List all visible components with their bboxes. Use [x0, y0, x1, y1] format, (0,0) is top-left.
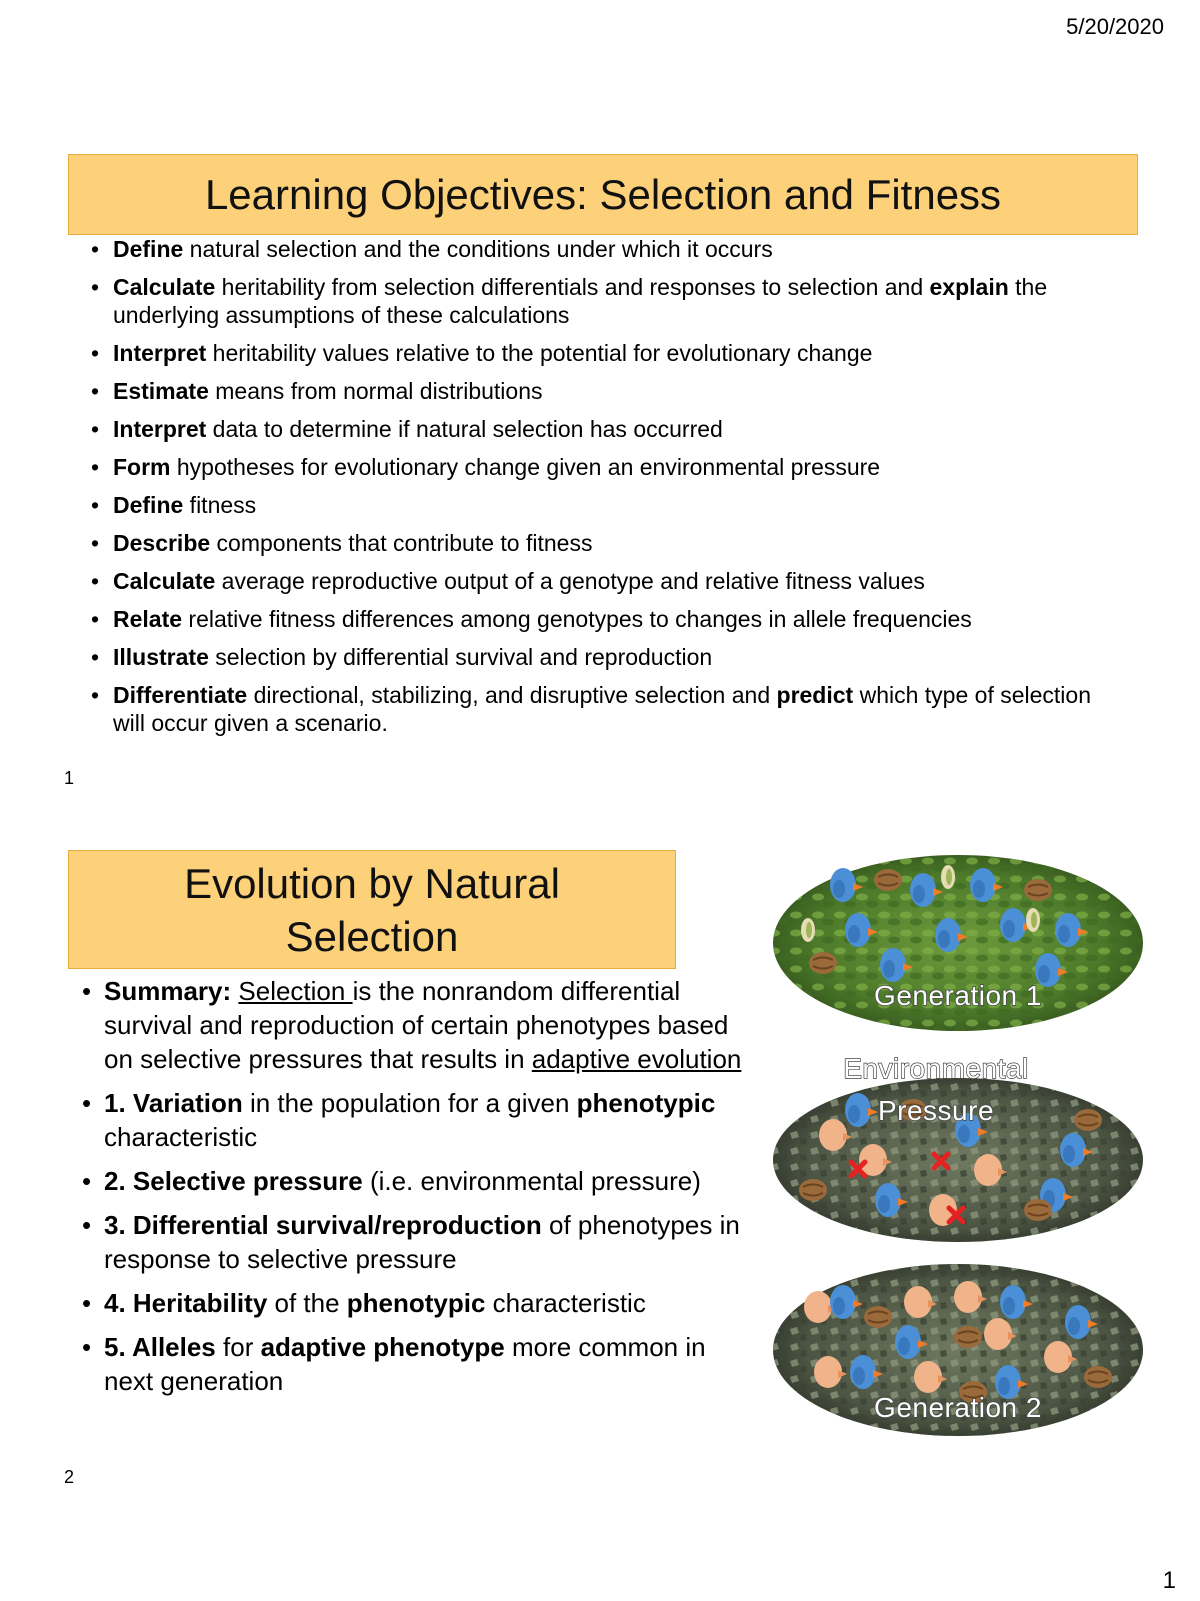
slide-number: 2 [64, 1467, 75, 1487]
list-item: • 1. Variation in the population for a given phenotypic characteristic [104, 1086, 754, 1154]
learning-objectives-list [113, 235, 1113, 747]
slide-number: 1 [64, 768, 75, 788]
list-item: • Interpret heritability values relative to the potential for evolutionary change [113, 339, 1113, 367]
list-item: • Calculate heritability from selection differentials and responses to selection and explain the underlying assumptions of these calculations [113, 273, 1113, 329]
list-item: • Illustrate selection by differential survival and reproduction [113, 643, 1113, 671]
generation-2-label: Generation 2 [874, 1392, 1042, 1423]
environmental-label: Environmental [843, 1053, 1029, 1084]
list-item: • 5. Alleles for adaptive phenotype more common in next generation [104, 1330, 754, 1398]
slide2-title: Evolution by Natural Selection [68, 850, 676, 969]
list-item: • 3. Differential survival/reproduction of phenotypes in response to selective pressure [104, 1208, 754, 1276]
list-item: • Interpret data to determine if natural selection has occurred [113, 415, 1113, 443]
generation-1-label: Generation 1 [874, 980, 1042, 1011]
list-item: • Relate relative fitness differences among genotypes to changes in allele frequencies [113, 605, 1113, 633]
list-item: • Differentiate directional, stabilizing, and disruptive selection and predict which type of selection will occur given a scenario. [113, 681, 1113, 737]
natural-selection-list [104, 974, 754, 1408]
list-item: • 2. Selective pressure (i.e. environmental pressure) [104, 1164, 754, 1198]
generation-2-scene [768, 1262, 1148, 1442]
list-item: • 4. Heritability of the phenotypic characteristic [104, 1286, 754, 1320]
list-item: • Calculate average reproductive output of a genotype and relative fitness values [113, 567, 1113, 595]
list-item: • Define fitness [113, 491, 1113, 519]
environmental-pressure-scene [768, 1050, 1148, 1245]
list-item: • Define natural selection and the conditions under which it occurs [113, 235, 1113, 263]
list-item: • Form hypotheses for evolutionary change given an environmental pressure [113, 453, 1113, 481]
slide1-title: Learning Objectives: Selection and Fitness [68, 154, 1138, 235]
print-date: 5/20/2020 [1066, 14, 1164, 39]
page-number: 1 [1162, 1567, 1176, 1594]
list-item: • Summary: Selection is the nonrandom differential survival and reproduction of certain phenotypes based on selective pressures that results in adaptive evolution [104, 974, 754, 1076]
pressure-label: Pressure [877, 1095, 995, 1126]
list-item: • Estimate means from normal distributions [113, 377, 1113, 405]
generation-1-scene [768, 855, 1148, 1037]
list-item: • Describe components that contribute to fitness [113, 529, 1113, 557]
